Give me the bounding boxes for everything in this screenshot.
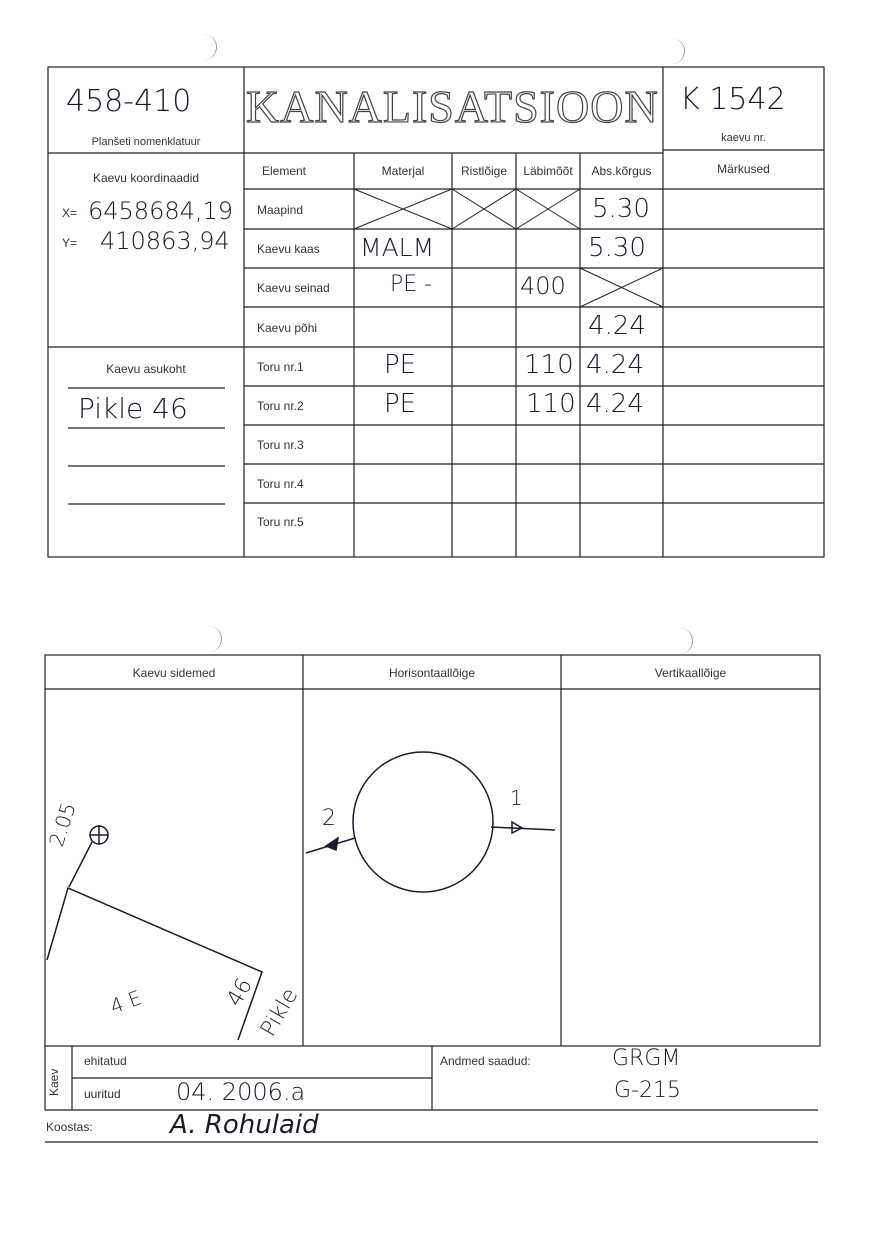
row-element: Kaevu kaas — [257, 242, 320, 256]
location-label: Kaevu asukoht — [106, 362, 186, 376]
col-header-diameter: Läbimõõt — [523, 164, 573, 178]
sheet-number: 458-410 — [66, 84, 192, 119]
sheet-label: Planšeti nomenklatuur — [91, 136, 201, 148]
y-coordinate: 410863,94 — [100, 227, 230, 255]
row-element: Toru nr.4 — [257, 477, 304, 491]
links-sketch — [47, 826, 262, 1040]
surveyed-value: 04. 2006.a — [176, 1078, 306, 1106]
row-material: PE - — [390, 272, 433, 297]
compiler-value: A. Rohulaid — [170, 1110, 319, 1140]
street-label: Pikle — [255, 984, 304, 1041]
row-diameter: 400 — [520, 272, 566, 300]
data-source-label: Andmed saadud: — [440, 1054, 531, 1068]
compiler-label: Koostas: — [46, 1120, 93, 1134]
row-abs-height: 4.24 — [586, 389, 644, 419]
col-header-notes: Märkused — [717, 162, 770, 176]
vertical-section-header: Vertikaallõige — [654, 666, 727, 680]
row-abs-height: 4.24 — [588, 311, 646, 341]
col-header-abs-height: Abs.kõrgus — [591, 164, 652, 178]
row-material: PE — [384, 389, 417, 419]
data-source-value-1: GRGM — [612, 1046, 681, 1071]
row-abs-height: 5.30 — [588, 233, 646, 263]
row-abs-height: 5.30 — [592, 194, 650, 224]
row-diameter: 110 — [524, 350, 574, 380]
well-number: K 1542 — [680, 82, 786, 117]
footer-side-label: Kaev — [47, 1068, 61, 1096]
x-coordinate: 6458684,19 — [88, 197, 234, 225]
row-abs-height: 4.24 — [586, 350, 644, 380]
row-element: Toru nr.3 — [257, 438, 304, 452]
col-header-cross-section: Ristlõige — [460, 164, 508, 178]
col-header-material: Materjal — [381, 164, 425, 178]
location-value: Pikle 46 — [78, 392, 188, 425]
house-number-label: 46 — [222, 974, 258, 1011]
y-prefix: Y= — [62, 236, 78, 250]
row-element: Toru nr.2 — [257, 399, 304, 413]
row-element: Kaevu seinad — [257, 281, 330, 295]
coordinates-label: Kaevu koordinaadid — [92, 171, 200, 185]
row-element: Kaevu põhi — [257, 321, 318, 335]
row-diameter: 110 — [526, 389, 576, 419]
distance-label: 2.05 — [44, 799, 81, 850]
bottom-card-grid — [0, 600, 880, 1160]
row-material: PE — [384, 350, 417, 380]
surveyed-label: uuritud — [84, 1087, 121, 1101]
col-header-element: Element — [261, 164, 307, 178]
page-title: KANALISATSIOON — [246, 81, 659, 132]
side-label: 4 E — [106, 985, 145, 1019]
horizontal-section-sketch — [306, 752, 555, 892]
links-header: Kaevu sidemed — [132, 666, 216, 680]
pipe-2-label: 2 — [322, 806, 336, 831]
row-element: Toru nr.1 — [257, 360, 304, 374]
pipe-1-label: 1 — [510, 786, 523, 810]
row-element: Toru nr.5 — [257, 515, 304, 529]
data-source-value-2: G-215 — [614, 1078, 681, 1103]
built-label: ehitatud — [84, 1054, 127, 1068]
row-element: Maapind — [257, 203, 304, 217]
horizontal-section-header: Horisontaallõige — [388, 666, 476, 680]
x-prefix: X= — [62, 206, 78, 220]
well-number-label: kaevu nr. — [721, 132, 766, 144]
row-material: MALM — [360, 233, 435, 262]
